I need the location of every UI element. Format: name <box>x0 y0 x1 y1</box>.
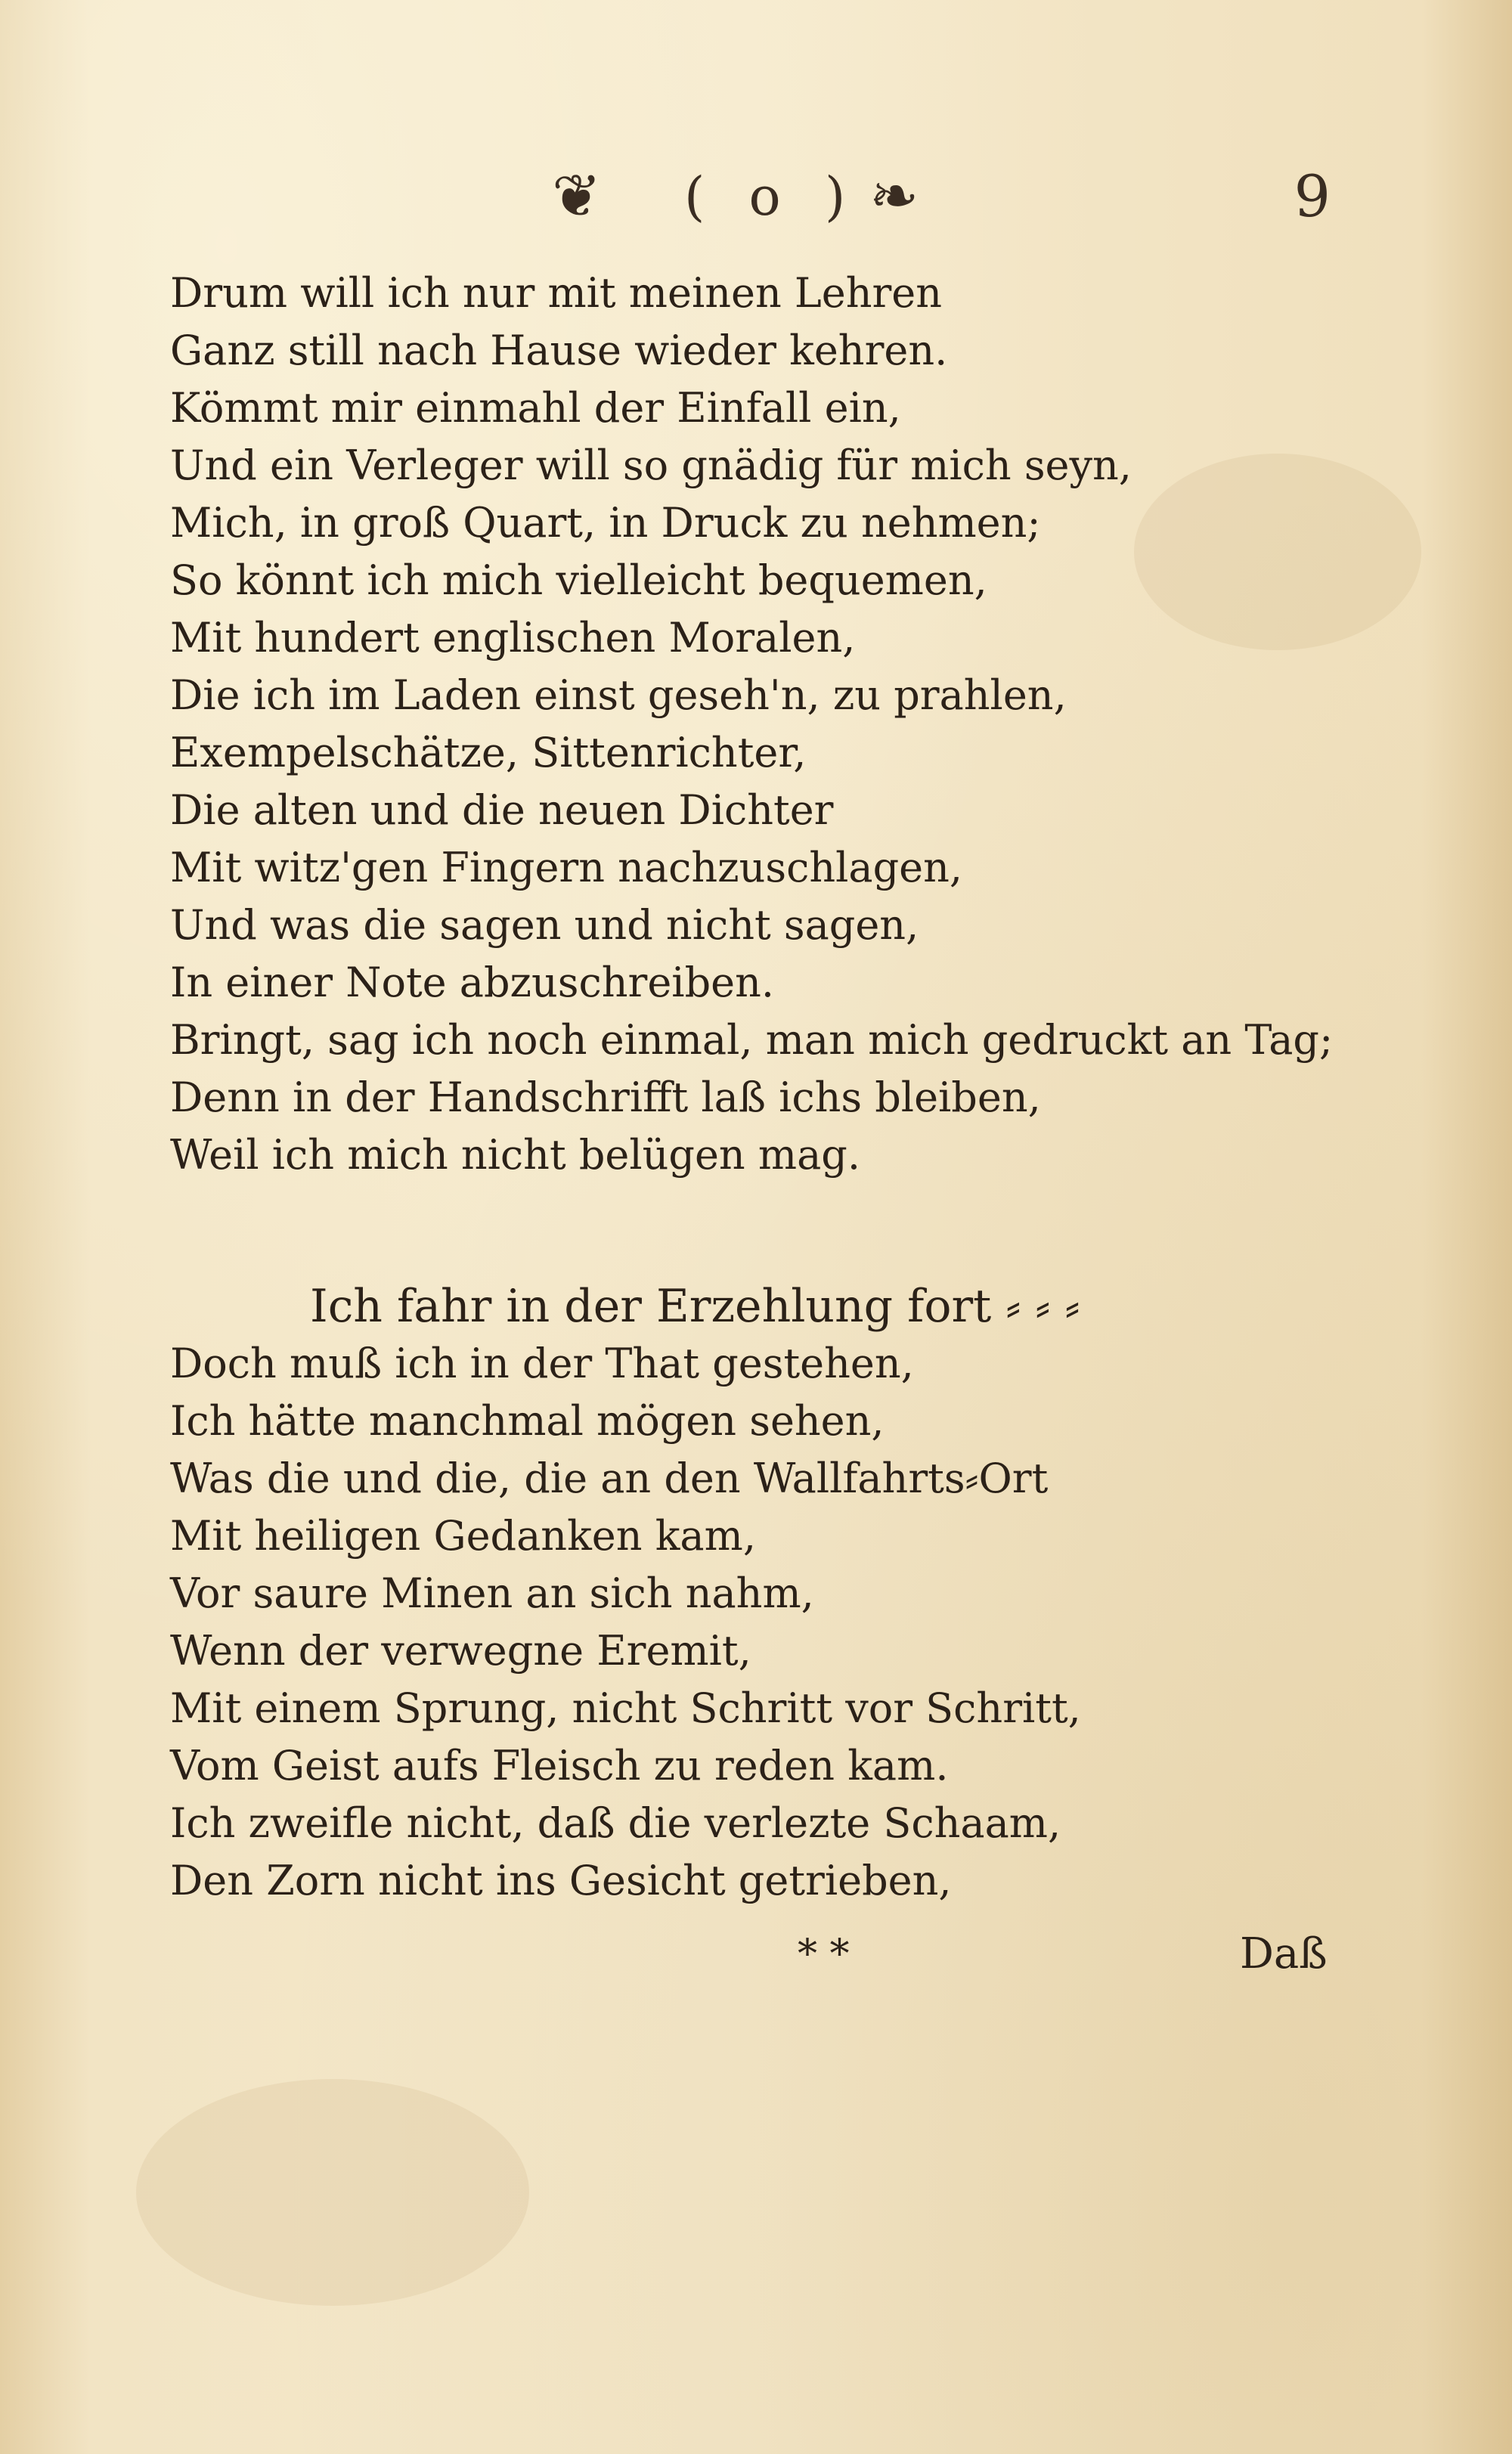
verse-line: Den Zorn nicht ins Gesicht getrieben, <box>170 1857 952 1904</box>
verse-line: Vor saure Minen an sich nahm, <box>170 1569 814 1617</box>
verse-line: Mit heiligen Gedanken kam, <box>170 1512 756 1560</box>
verse-line: Denn in der Handschrifft laß ichs bleiben, <box>170 1074 1041 1121</box>
verse-line: Mich, in groß Quart, in Druck zu nehmen; <box>170 499 1041 547</box>
verse-line: Die alten und die neuen Dichter <box>170 786 834 834</box>
verse-line: Exempelschätze, Sittenrichter, <box>170 729 807 776</box>
verse-line: Ganz still nach Hause wieder kehren. <box>170 327 948 374</box>
catchword: Daß <box>1240 1929 1328 1978</box>
verse-line: Ich zweifle nicht, daß die verlezte Schaam, <box>170 1799 1061 1847</box>
verse-line: Vom Geist aufs Fleisch zu reden kam. <box>170 1742 949 1789</box>
page-footer <box>0 1920 1512 1988</box>
verse-line-first: Ich fahr in der Erzehlung fort ⸗ ⸗ ⸗ <box>310 1280 1080 1333</box>
verse-line: Kömmt mir einmahl der Einfall ein, <box>170 384 901 432</box>
right-ornament-icon: ❧ <box>869 163 919 231</box>
verse-line: Weil ich mich nicht belügen mag. <box>170 1131 860 1179</box>
verse-line: Und was die sagen und nicht sagen, <box>170 901 919 949</box>
running-header <box>0 163 1512 231</box>
page-number: 9 <box>1294 163 1331 230</box>
stanza-two <box>170 1278 1395 1910</box>
verse-line: Mit einem Sprung, nicht Schritt vor Schritt, <box>170 1684 1081 1732</box>
verse-line: Drum will ich nur mit meinen Lehren <box>170 269 943 317</box>
verse-line: Und ein Verleger will so gnädig für mich seyn, <box>170 442 1132 489</box>
header-mark: ( o ) <box>684 166 860 228</box>
verse-line: Die ich im Laden einst geseh'n, zu prahlen, <box>170 671 1067 719</box>
verse-line: Bringt, sag ich noch einmal, man mich gedruckt an Tag; <box>170 1016 1334 1064</box>
verse-line: Ich hätte manchmal mögen sehen, <box>170 1397 885 1445</box>
verse-line: Mit witz'gen Fingern nachzuschlagen, <box>170 844 963 891</box>
verse-line: Doch muß ich in der That gestehen, <box>170 1340 914 1387</box>
paper-stain <box>136 2079 529 2306</box>
signature-mark: * * <box>798 1932 850 1977</box>
left-ornament-icon: ❦ <box>552 163 602 231</box>
verse-line: In einer Note abzuschreiben. <box>170 959 775 1006</box>
verse-line: So könnt ich mich vielleicht bequemen, <box>170 556 987 604</box>
verse-line: Was die und die, die an den Wallfahrts⸗Ort <box>170 1455 1049 1502</box>
verse-line: Mit hundert englischen Moralen, <box>170 614 856 662</box>
verse-line: Wenn der verwegne Eremit, <box>170 1627 751 1675</box>
stanza-one <box>170 265 1395 1184</box>
